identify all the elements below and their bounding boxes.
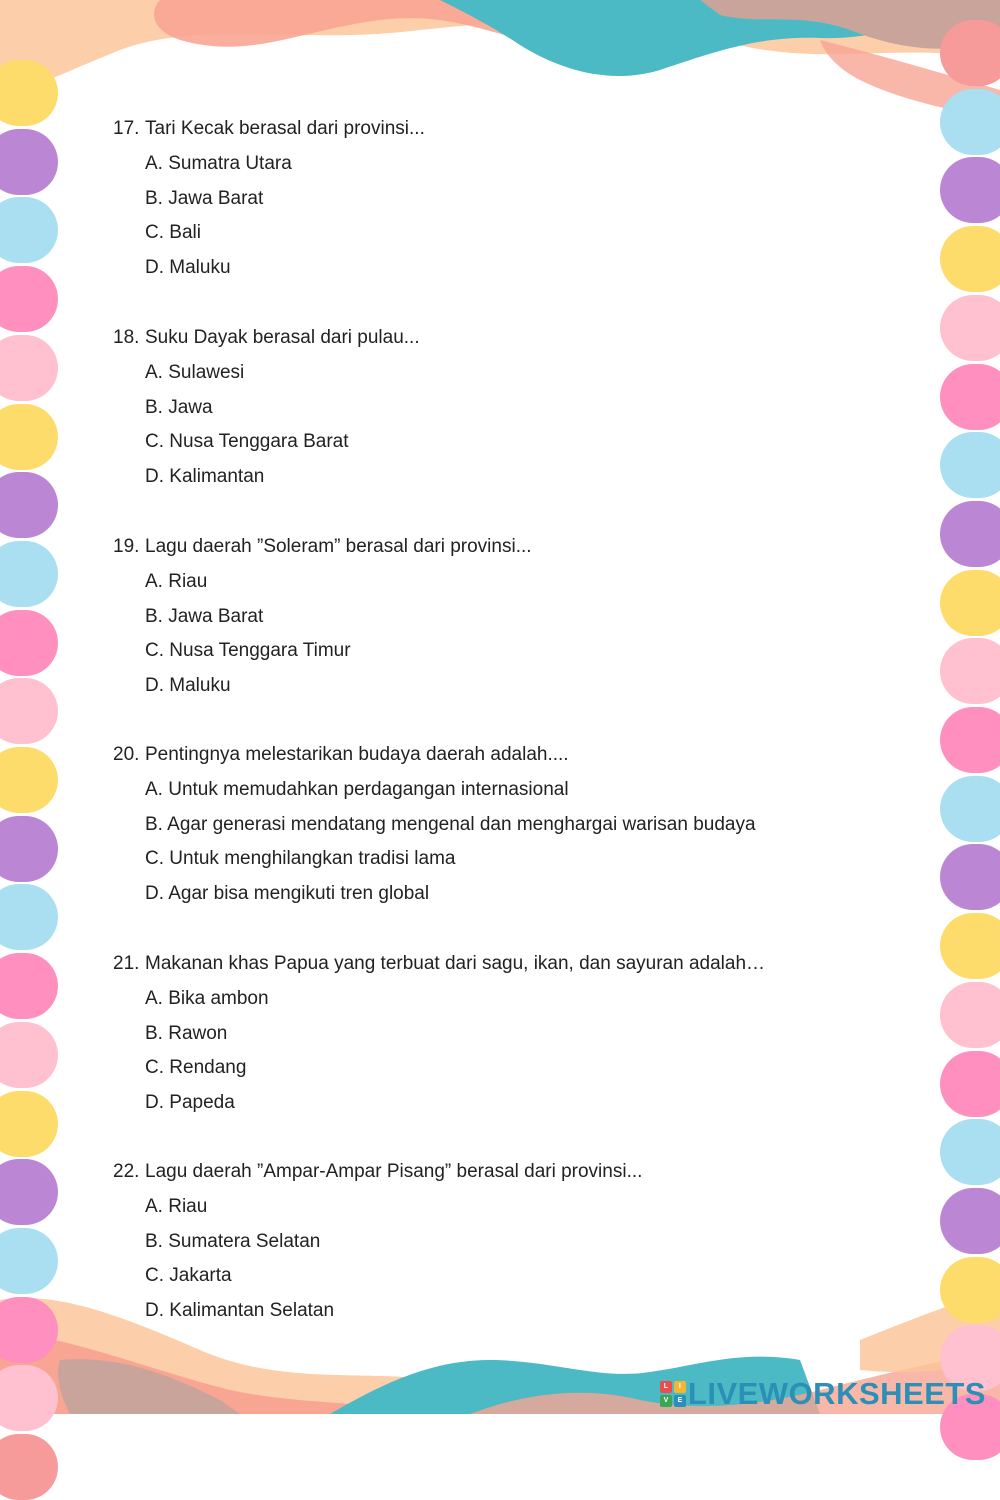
question-20: [113, 743, 913, 906]
option-a[interactable]: A. Sumatra Utara: [145, 152, 292, 174]
option-a[interactable]: A. Riau: [145, 1195, 208, 1217]
option-d[interactable]: D. Maluku: [145, 257, 231, 279]
liveworksheets-watermark[interactable]: [660, 1376, 986, 1412]
option-a[interactable]: A. Riau: [145, 570, 208, 592]
option-c[interactable]: C. Bali: [145, 222, 201, 244]
question-number: 17.: [113, 118, 140, 139]
question-text: Makanan khas Papua yang terbuat dari sagu, ikan, dan sayuran adalah…: [145, 953, 766, 974]
question-19: [113, 535, 913, 698]
option-b[interactable]: B. Jawa: [145, 396, 213, 418]
option-c[interactable]: C. Rendang: [145, 1057, 247, 1079]
question-text: Tari Kecak berasal dari provinsi...: [145, 118, 425, 139]
liveworksheets-logo-icon: [660, 1381, 686, 1407]
logo-letter: L: [660, 1381, 672, 1393]
question-text: Lagu daerah ”Ampar-Ampar Pisang” berasal dari provinsi...: [145, 1161, 643, 1182]
option-a[interactable]: A. Bika ambon: [145, 987, 269, 1009]
question-number: 18.: [113, 327, 140, 348]
question-number: 22.: [113, 1161, 140, 1182]
decorative-pill: [0, 1434, 58, 1500]
option-a[interactable]: A. Sulawesi: [145, 361, 245, 383]
option-b[interactable]: B. Agar generasi mendatang mengenal dan menghargai warisan budaya: [145, 813, 756, 835]
option-d[interactable]: D. Agar bisa mengikuti tren global: [145, 883, 430, 905]
question-18: [113, 326, 913, 489]
question-text: Pentingnya melestarikan budaya daerah adalah....: [145, 744, 569, 765]
logo-letter: E: [674, 1395, 686, 1407]
option-d[interactable]: D. Kalimantan Selatan: [145, 1300, 335, 1322]
option-c[interactable]: C. Jakarta: [145, 1265, 232, 1287]
option-c[interactable]: C. Nusa Tenggara Timur: [145, 640, 351, 662]
question-text: Lagu daerah ”Soleram” berasal dari provinsi...: [145, 536, 532, 557]
option-b[interactable]: B. Jawa Barat: [145, 187, 264, 209]
option-a[interactable]: A. Untuk memudahkan perdagangan internasional: [145, 778, 569, 800]
option-d[interactable]: D. Papeda: [145, 1092, 235, 1114]
option-c[interactable]: C. Nusa Tenggara Barat: [145, 431, 349, 453]
question-number: 20.: [113, 744, 140, 765]
option-d[interactable]: D. Kalimantan: [145, 466, 265, 488]
question-22: [113, 1160, 913, 1323]
logo-letter: V: [660, 1395, 672, 1407]
option-b[interactable]: B. Rawon: [145, 1022, 228, 1044]
question-17: [113, 117, 913, 280]
question-21: [113, 952, 913, 1115]
logo-letter: I: [674, 1381, 686, 1393]
question-number: 21.: [113, 953, 140, 974]
option-d[interactable]: D. Maluku: [145, 675, 231, 697]
option-c[interactable]: C. Untuk menghilangkan tradisi lama: [145, 848, 456, 870]
question-number: 19.: [113, 536, 140, 557]
brand-name: LIVEWORKSHEETS: [687, 1376, 986, 1411]
option-b[interactable]: B. Sumatera Selatan: [145, 1230, 321, 1252]
question-text: Suku Dayak berasal dari pulau...: [145, 327, 420, 348]
option-b[interactable]: B. Jawa Barat: [145, 605, 264, 627]
